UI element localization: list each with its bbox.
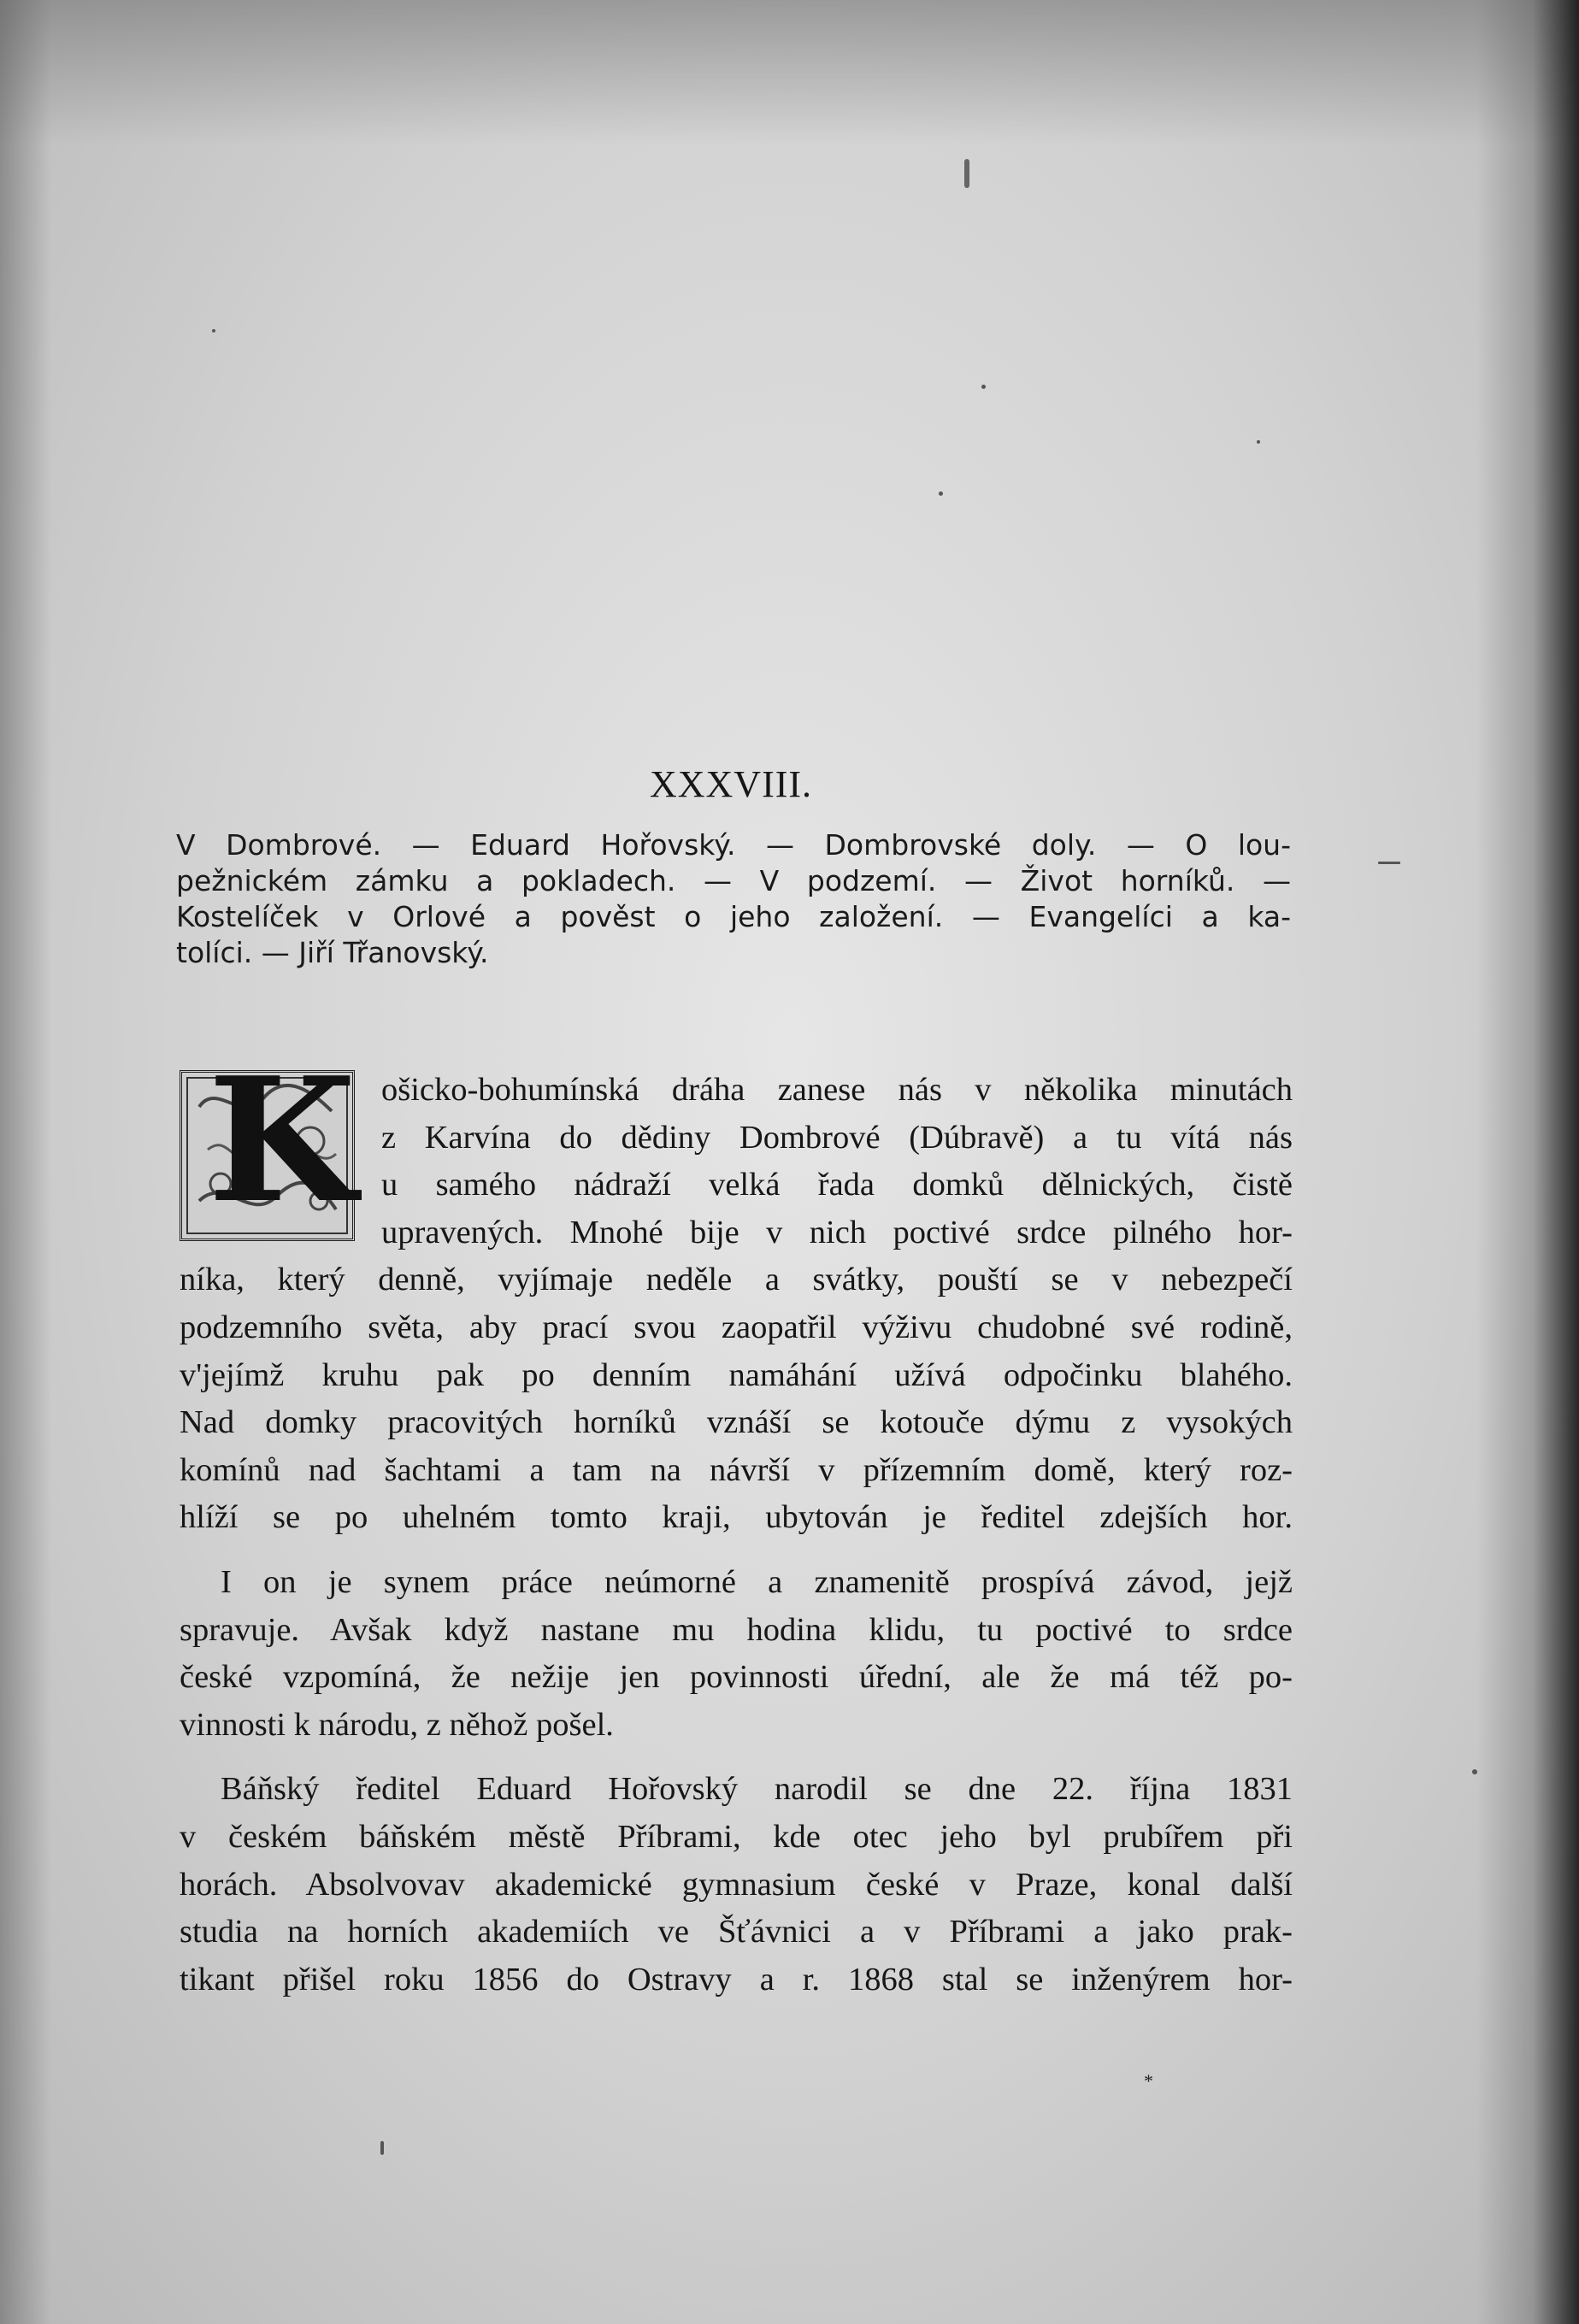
footer-mark: *	[1144, 2070, 1153, 2092]
text-line: podzemního světa, aby prací svou zaopatřil výživu chudobné své rodině,	[180, 1309, 1293, 1345]
paragraph-gap	[180, 1542, 1293, 1559]
text-line: upravených. Mnohé bije v nich poctivé srdce pilného hor-	[381, 1214, 1293, 1250]
text-line: spravuje. Avšak když nastane mu hodina klidu, tu poctivé to srdce	[180, 1611, 1293, 1648]
summary-line: tolíci. — Jiří Třanovský.	[176, 936, 489, 969]
text-line: komínů nad šachtami a tam na návrší v přízemním domě, který roz-	[180, 1451, 1293, 1488]
page-shadow-top	[0, 0, 1579, 145]
chapter-number: XXXVIII.	[649, 763, 813, 805]
text-line: I on je synem práce neúmorné a znamenitě prospívá závod, jejž	[221, 1563, 1293, 1600]
body-text	[180, 1040, 1293, 2003]
paragraph-3	[180, 1766, 1293, 2003]
text-line: níka, který denně, vyjímaje neděle a svátky, pouští se v nebezpečí	[180, 1262, 1293, 1298]
text-line: hlíží se po uhelném tomto kraji, ubytován je ředitel zdejších hor.	[180, 1499, 1293, 1536]
scan-speck	[981, 385, 986, 389]
paragraph-2	[180, 1559, 1293, 1749]
ornamental-initial	[180, 1040, 356, 1241]
text-line: tikant přišel roku 1856 do Ostravy a r. 1868 stal se inženýrem hor-	[180, 1961, 1293, 1997]
text-line: horách. Absolvovav akademické gymnasium české v Praze, konal další	[180, 1866, 1293, 1903]
text-line: Nad domky pracovitých horníků vznáší se kotouče dýmu z vysokých	[180, 1404, 1293, 1441]
summary-line: pežnickém zámku a pokladech. — V podzemí. — Život horníků. —	[176, 864, 1291, 897]
page-shadow-right	[1476, 0, 1579, 2324]
page-shadow-left	[0, 0, 51, 2324]
scan-speck	[1472, 1769, 1477, 1774]
paragraph-1	[180, 1040, 1293, 1542]
text-line: studia na horních akademiích ve Šťávnici a v Příbrami a jako prak-	[180, 1914, 1293, 1950]
scan-speck	[1257, 440, 1260, 444]
initial-letter: K	[208, 1040, 356, 1241]
scan-speck	[1378, 862, 1400, 864]
summary-line: V Dombrové. — Eduard Hořovský. — Dombrovské doly. — O lou-	[176, 828, 1291, 862]
scan-speck	[939, 491, 943, 496]
text-line: v českém báňském městě Příbrami, kde otec jeho byl prubířem při	[180, 1818, 1293, 1855]
scan-speck	[380, 2141, 384, 2155]
text-line: české vzpomíná, že nežije jen povinnosti úřední, ale že má též po-	[180, 1659, 1293, 1696]
text-line: u samého nádraží velká řada domků dělnických, čistě	[381, 1167, 1293, 1203]
text-line: z Karvína do dědiny Dombrové (Dúbravě) a tu vítá nás	[381, 1119, 1293, 1156]
text-line: v'jejímž kruhu pak po denním namáhání užívá odpočinku blahého.	[180, 1356, 1293, 1393]
chapter-summary	[176, 827, 1291, 971]
scan-speck	[964, 159, 969, 188]
scan-speck	[212, 329, 215, 332]
summary-line: Kostelíček v Orlové a pověst o jeho založení. — Evangelíci a ka-	[176, 900, 1291, 933]
text-line: Báňský ředitel Eduard Hořovský narodil se dne 22. října 1831	[221, 1771, 1293, 1808]
paragraph-gap	[180, 1749, 1293, 1766]
text-line: ošicko-bohumínská dráha zanese nás v několika minutách	[381, 1072, 1293, 1108]
text-line: vinnosti k národu, z něhož pošel.	[180, 1706, 614, 1743]
